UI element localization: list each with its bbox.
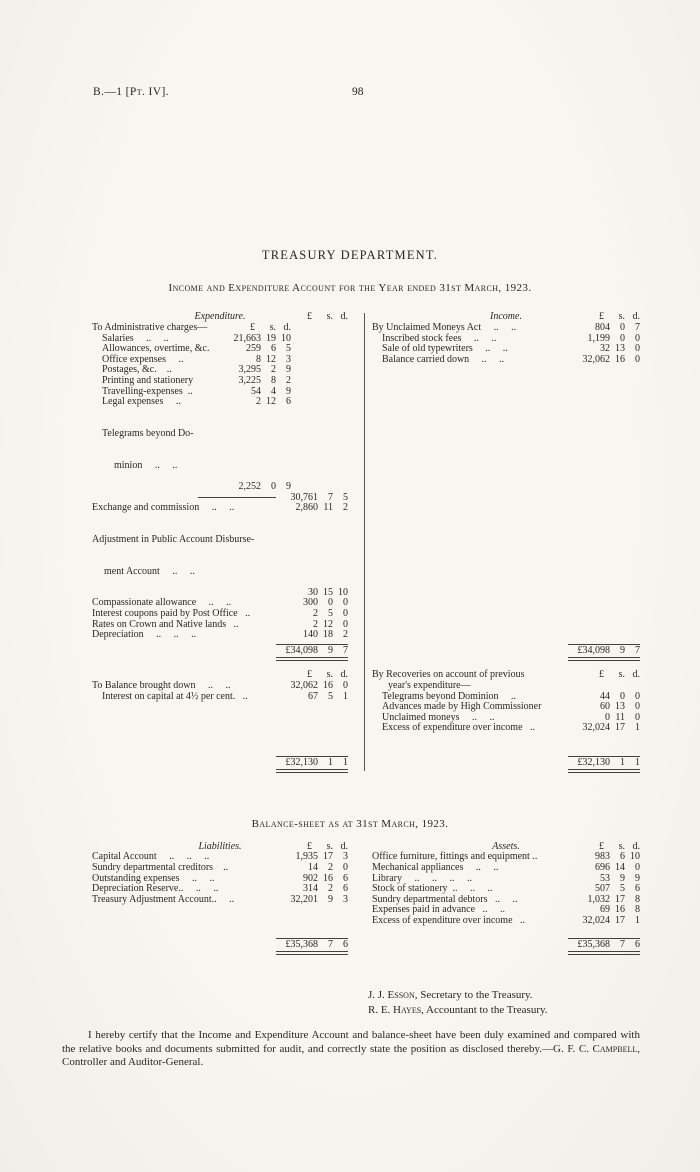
row-label-line: Adjustment in Public Account Disburse- bbox=[92, 533, 255, 545]
amount-part: 32,024 bbox=[582, 914, 610, 926]
amount-part: 2 bbox=[286, 374, 291, 386]
audit-certification bbox=[62, 1029, 640, 1069]
row-label: Outstanding expenses .. .. bbox=[92, 872, 215, 884]
amount-part: 15 bbox=[323, 586, 333, 598]
row-label bbox=[92, 408, 219, 493]
row-label: Capital Account .. .. .. bbox=[92, 851, 210, 863]
amount-part: 3 bbox=[286, 353, 291, 365]
row-label: Advances made by High Commissioner bbox=[382, 701, 542, 713]
money-column-header bbox=[568, 312, 640, 323]
amount-part: 2 bbox=[313, 608, 318, 620]
report-reference: B.—1 [Pt. IV]. bbox=[93, 86, 169, 98]
row-amount bbox=[276, 609, 348, 620]
ledger-row bbox=[92, 514, 348, 599]
amount-part: 507 bbox=[595, 883, 610, 895]
amount-part: 32 bbox=[600, 343, 610, 355]
assets-heading: Assets. bbox=[492, 840, 520, 852]
amount-part: 32,062 bbox=[582, 353, 610, 365]
amount-part: 32,062 bbox=[290, 680, 318, 691]
amount-part: 7 bbox=[328, 938, 333, 950]
ledger-row bbox=[92, 681, 348, 692]
amount-part: 11 bbox=[615, 711, 625, 723]
amount-part: 17 bbox=[615, 893, 625, 905]
amount-part: 0 bbox=[635, 701, 640, 713]
section2-left-total bbox=[276, 756, 348, 774]
amount-part: 54 bbox=[251, 385, 261, 397]
spacer bbox=[372, 938, 568, 956]
expenditure-column bbox=[92, 312, 348, 661]
amount-part: 1 bbox=[343, 756, 348, 768]
amount-part: 53 bbox=[600, 872, 610, 884]
amount-part: 1,199 bbox=[587, 332, 610, 344]
amount-part: 17 bbox=[615, 722, 625, 734]
amount-part: 0 bbox=[343, 608, 348, 620]
amount-part: s. bbox=[326, 840, 333, 852]
ledger-row bbox=[372, 916, 640, 927]
amount-part: 8 bbox=[635, 893, 640, 905]
amount-part: 9 bbox=[286, 364, 291, 376]
amount-part: 16 bbox=[615, 353, 625, 365]
amount-part: 7 bbox=[328, 491, 333, 503]
amount-part: 5 bbox=[343, 491, 348, 503]
amount-part: 0 bbox=[343, 680, 348, 691]
group-label: To Administrative charges— bbox=[92, 322, 208, 333]
row-label: Exchange and commission .. .. bbox=[92, 502, 235, 514]
amount-part: 1,935 bbox=[295, 851, 318, 863]
liabilities-total bbox=[276, 938, 348, 956]
amount-part: 10 bbox=[338, 586, 348, 598]
ledger-row bbox=[92, 895, 348, 906]
signature-line bbox=[368, 1003, 700, 1018]
total-row bbox=[372, 938, 640, 956]
row-label: Depreciation Reserve.. .. .. bbox=[92, 883, 219, 895]
amount-part: 300 bbox=[303, 597, 318, 609]
amount-part: 32,201 bbox=[290, 893, 318, 905]
amount-part: 6 bbox=[271, 343, 276, 355]
row-label: Sundry departmental creditors .. bbox=[92, 862, 229, 873]
amount-part: 6 bbox=[286, 396, 291, 408]
sum-rule bbox=[198, 497, 276, 498]
row-label-line: minion .. .. bbox=[114, 459, 178, 471]
amount-part: 0 bbox=[271, 480, 276, 492]
signature-line bbox=[368, 988, 700, 1003]
amount-part: 1,032 bbox=[587, 893, 610, 905]
amount-part: £ bbox=[599, 669, 604, 681]
amount-part: 0 bbox=[635, 711, 640, 723]
amount-part: 5 bbox=[286, 343, 291, 355]
account-heading: Income and Expenditure Account for the Year ended 31st March, 1923. bbox=[168, 282, 532, 294]
row-label: Excess of expenditure over income .. bbox=[372, 914, 526, 926]
amount-part: d. bbox=[340, 669, 348, 681]
amount-part: £ bbox=[250, 322, 255, 333]
amount-part: 12 bbox=[266, 396, 276, 408]
amount-part: d. bbox=[340, 840, 348, 852]
row-label: Rates on Crown and Native lands .. bbox=[92, 618, 239, 630]
row-amount bbox=[276, 692, 348, 703]
spacer bbox=[348, 841, 372, 955]
row-label-line: ment Account .. .. bbox=[104, 565, 195, 577]
amount-part: 69 bbox=[600, 904, 610, 916]
money-column-header bbox=[276, 312, 348, 323]
amount-part: 9 bbox=[328, 893, 333, 905]
amount-part: 9 bbox=[286, 480, 291, 492]
amount-part: 2,860 bbox=[295, 502, 318, 514]
row-label: Unclaimed moneys .. .. bbox=[382, 711, 495, 723]
amount-part: 0 bbox=[635, 862, 640, 873]
amount-part: d. bbox=[340, 311, 348, 323]
ledger-row bbox=[92, 408, 348, 493]
row-label: Office expenses .. bbox=[102, 353, 184, 365]
amount-part: 0 bbox=[635, 690, 640, 702]
amount-part: 0 bbox=[635, 343, 640, 355]
amount-part: 140 bbox=[303, 629, 318, 641]
amount-part: 3,225 bbox=[238, 374, 261, 386]
amount-part: 19 bbox=[266, 332, 276, 344]
row-label-line: Telegrams beyond Do- bbox=[102, 427, 194, 439]
row-label: Interest coupons paid by Post Office .. bbox=[92, 608, 251, 620]
amount-part: 16 bbox=[323, 680, 333, 691]
amount-part: 2 bbox=[343, 502, 348, 514]
row-label: Inscribed stock fees .. .. bbox=[382, 332, 497, 344]
expenditure-total bbox=[276, 644, 348, 662]
amount-part: 2 bbox=[328, 862, 333, 873]
row-amount bbox=[276, 681, 348, 692]
amount-part: 1 bbox=[328, 756, 333, 768]
row-label: Telegrams beyond Dominion .. bbox=[382, 690, 516, 702]
signatory-name: J. J. Esson, bbox=[368, 989, 418, 1002]
page-number: 98 bbox=[352, 86, 364, 98]
row-label: Excess of expenditure over income .. bbox=[382, 722, 536, 734]
signatures bbox=[368, 988, 700, 1017]
amount-part: 9 bbox=[286, 385, 291, 397]
amount-part: £35,368 bbox=[577, 938, 610, 950]
amount-part: 12 bbox=[266, 353, 276, 365]
ledger-row bbox=[372, 863, 640, 874]
balance-sheet bbox=[92, 841, 640, 955]
money-column-header bbox=[568, 670, 640, 681]
amount-part: £ bbox=[307, 669, 312, 681]
amount-part: 1 bbox=[620, 756, 625, 768]
row-label: Stock of stationery .. .. .. bbox=[372, 883, 493, 895]
row-amount bbox=[219, 376, 291, 387]
amount-part: 10 bbox=[281, 332, 291, 344]
amount-part: £34,098 bbox=[285, 644, 318, 656]
amount-part: s. bbox=[269, 322, 276, 333]
balance-sheet-title: Balance-sheet as at 31st March, 1923. bbox=[251, 818, 449, 831]
row-label: Balance carried down .. .. bbox=[382, 353, 505, 365]
amount-part: 6 bbox=[635, 883, 640, 895]
row-label: Library .. .. .. .. bbox=[372, 872, 472, 884]
amount-part: 21,663 bbox=[233, 332, 261, 344]
amount-part: 3,295 bbox=[238, 364, 261, 376]
amount-part: s. bbox=[618, 311, 625, 323]
row-amount bbox=[219, 344, 291, 355]
amount-part: d. bbox=[632, 311, 640, 323]
account-section-1 bbox=[92, 312, 640, 661]
amount-part: 0 bbox=[343, 597, 348, 609]
amount-part: 1 bbox=[635, 914, 640, 926]
group-label-row bbox=[92, 323, 348, 334]
spacer bbox=[372, 644, 568, 662]
amount-part: 3 bbox=[343, 893, 348, 905]
row-amount bbox=[219, 482, 291, 493]
recoveries-column bbox=[372, 670, 640, 773]
amount-part: 7 bbox=[635, 322, 640, 333]
amount-part: 0 bbox=[605, 711, 610, 723]
ledger-row bbox=[372, 323, 640, 334]
amount-part: 17 bbox=[323, 851, 333, 863]
amount-part: 13 bbox=[615, 701, 625, 713]
ledger-row bbox=[92, 397, 348, 408]
amount-part: 10 bbox=[630, 851, 640, 863]
total-row bbox=[92, 938, 348, 956]
row-label: Allowances, overtime, &c. bbox=[102, 343, 210, 355]
amount-part: 0 bbox=[620, 690, 625, 702]
ledger-row bbox=[92, 863, 348, 874]
account-section-2 bbox=[92, 670, 640, 773]
row-amount bbox=[568, 702, 640, 713]
amount-part: 6 bbox=[620, 851, 625, 863]
amount-part: 0 bbox=[343, 618, 348, 630]
amount-part: £ bbox=[599, 840, 604, 852]
ledger-row bbox=[92, 376, 348, 387]
amount-part: 2,252 bbox=[238, 480, 261, 492]
amount-part: 2 bbox=[271, 364, 276, 376]
assets-header-row bbox=[372, 841, 640, 852]
amount-part: 696 bbox=[595, 862, 610, 873]
certification-text: I hereby certify that the Income and Expenditure Account and balance-sheet have been duly examined and compared with the relative books and documents submitted for audit, and correctly state the position as disclosed thereby.— bbox=[62, 1029, 640, 1055]
money-column-header bbox=[568, 842, 640, 853]
amount-part: 5 bbox=[328, 608, 333, 620]
row-label: Travelling-expenses .. bbox=[102, 385, 193, 397]
amount-part: 17 bbox=[615, 914, 625, 926]
row-label: Depreciation .. .. .. bbox=[92, 629, 197, 641]
total-row bbox=[372, 644, 640, 662]
spacer bbox=[348, 312, 372, 661]
amount-part: 9 bbox=[635, 872, 640, 884]
amount-part: 0 bbox=[620, 332, 625, 344]
amount-part: £34,098 bbox=[577, 644, 610, 656]
row-amount bbox=[276, 895, 348, 906]
amount-part: 8 bbox=[256, 353, 261, 365]
ledger-row bbox=[372, 355, 640, 366]
balance-brought-down-column bbox=[92, 670, 348, 773]
amount-part: 983 bbox=[595, 851, 610, 863]
amount-part: 0 bbox=[328, 597, 333, 609]
auditor-role: Controller and Auditor-General. bbox=[62, 1056, 204, 1069]
liabilities-column bbox=[92, 841, 348, 955]
amount-part: £32,130 bbox=[285, 756, 318, 768]
expenditure-header-row bbox=[92, 312, 348, 323]
money-column-header bbox=[276, 842, 348, 853]
amount-part: 8 bbox=[635, 904, 640, 916]
amount-part: 259 bbox=[246, 343, 261, 355]
column-divider-rule bbox=[364, 313, 365, 771]
amount-part: 5 bbox=[328, 690, 333, 702]
assets-column bbox=[372, 841, 640, 955]
row-label: Sale of old typewriters .. .. bbox=[382, 343, 508, 355]
amount-part: d. bbox=[632, 840, 640, 852]
amount-part: 9 bbox=[328, 644, 333, 656]
amount-part: 6 bbox=[343, 872, 348, 884]
row-label: Interest on capital at 4½ per cent. .. bbox=[102, 690, 248, 702]
row-label: Compassionate allowance .. .. bbox=[92, 597, 232, 609]
amount-part: 44 bbox=[600, 690, 610, 702]
assets-total bbox=[568, 938, 640, 956]
amount-part: £ bbox=[307, 840, 312, 852]
group-label: By Recoveries on account of previous bbox=[372, 669, 525, 681]
row-label: To Balance brought down .. .. bbox=[92, 680, 231, 691]
amount-part: £32,130 bbox=[577, 756, 610, 768]
amount-part: 16 bbox=[615, 904, 625, 916]
amount-part: 12 bbox=[323, 618, 333, 630]
row-amount bbox=[568, 323, 640, 334]
income-expenditure-account bbox=[92, 312, 640, 773]
amount-part: 67 bbox=[308, 690, 318, 702]
row-amount bbox=[276, 863, 348, 874]
amount-part: s. bbox=[618, 840, 625, 852]
income-header-row bbox=[372, 312, 640, 323]
amount-part: 14 bbox=[615, 862, 625, 873]
amount-part: 1 bbox=[635, 722, 640, 734]
income-total bbox=[568, 644, 640, 662]
amount-part: 32,024 bbox=[582, 722, 610, 734]
amount-part: 5 bbox=[620, 883, 625, 895]
amount-part: 1 bbox=[343, 690, 348, 702]
amount-part: 9 bbox=[620, 644, 625, 656]
row-amount bbox=[276, 630, 348, 641]
amount-part: s. bbox=[326, 669, 333, 681]
row-label: Treasury Adjustment Account.. .. bbox=[92, 893, 235, 905]
row-amount bbox=[276, 503, 348, 514]
amount-part: 9 bbox=[620, 872, 625, 884]
income-column bbox=[372, 312, 640, 661]
total-row bbox=[92, 644, 348, 662]
spacer bbox=[92, 644, 276, 662]
balance-sheet-section bbox=[92, 841, 640, 955]
amount-part: 1 bbox=[635, 756, 640, 768]
amount-part: 0 bbox=[343, 862, 348, 873]
row-label: Expenses paid in advance .. .. bbox=[372, 904, 506, 916]
amount-part: 7 bbox=[635, 644, 640, 656]
row-amount bbox=[219, 387, 291, 398]
amount-part: 6 bbox=[343, 883, 348, 895]
amount-part: 2 bbox=[328, 883, 333, 895]
row-amount bbox=[568, 863, 640, 874]
amount-part: 60 bbox=[600, 701, 610, 713]
ledger-row bbox=[372, 723, 640, 734]
income-heading: Income. bbox=[490, 311, 522, 323]
amount-part: 13 bbox=[615, 343, 625, 355]
amount-part: 0 bbox=[635, 332, 640, 344]
spacer bbox=[92, 756, 276, 774]
row-label: Mechanical appliances .. .. bbox=[372, 862, 499, 873]
amount-part: 2 bbox=[256, 396, 261, 408]
amount-part: s. bbox=[618, 669, 625, 681]
amount-part: £35,368 bbox=[285, 938, 318, 950]
ledger-row bbox=[92, 630, 348, 641]
amount-part: 7 bbox=[343, 644, 348, 656]
section2-right-total bbox=[568, 756, 640, 774]
row-amount bbox=[568, 916, 640, 927]
liabilities-header-row bbox=[92, 841, 348, 852]
signatory-name: R. E. Hayes, bbox=[368, 1003, 424, 1016]
amount-part: 2 bbox=[313, 618, 318, 630]
amount-part: 18 bbox=[323, 629, 333, 641]
row-amount bbox=[276, 598, 348, 609]
amount-part: 2 bbox=[343, 629, 348, 641]
row-amount bbox=[568, 355, 640, 366]
spacer bbox=[372, 756, 568, 774]
amount-part: 0 bbox=[635, 353, 640, 365]
signatory-role: Accountant to the Treasury. bbox=[423, 1003, 548, 1016]
auditor-name: G. F. C. Campbell, bbox=[553, 1042, 640, 1055]
amount-part: £ bbox=[307, 311, 312, 323]
money-column-header bbox=[219, 323, 291, 334]
amount-part: £ bbox=[599, 311, 604, 323]
spacer bbox=[92, 938, 276, 956]
amount-part: 8 bbox=[271, 374, 276, 386]
amount-part: 3 bbox=[343, 851, 348, 863]
amount-part: 7 bbox=[620, 938, 625, 950]
row-amount bbox=[568, 723, 640, 734]
amount-part: 804 bbox=[595, 322, 610, 333]
amount-part: s. bbox=[326, 311, 333, 323]
amount-part: 16 bbox=[323, 872, 333, 884]
amount-part: 30,761 bbox=[290, 491, 318, 503]
group-label-line: year's expenditure— bbox=[388, 680, 471, 691]
row-label: Office furniture, fittings and equipment .. bbox=[372, 851, 538, 863]
row-amount bbox=[219, 397, 291, 408]
amount-part: 6 bbox=[635, 938, 640, 950]
amount-part: 14 bbox=[308, 862, 318, 873]
amount-part: 314 bbox=[303, 883, 318, 895]
spacer bbox=[348, 670, 372, 773]
amount-part: 30 bbox=[308, 586, 318, 598]
row-label: Printing and stationery bbox=[102, 374, 194, 386]
amount-part: d. bbox=[632, 669, 640, 681]
amount-part: 6 bbox=[343, 938, 348, 950]
row-label: Sundry departmental debtors .. .. bbox=[372, 893, 518, 905]
amount-part: 902 bbox=[303, 872, 318, 884]
signatory-role: Secretary to the Treasury. bbox=[417, 989, 533, 1002]
amount-part: d. bbox=[283, 322, 291, 333]
amount-part: 4 bbox=[271, 385, 276, 397]
amount-part: 11 bbox=[323, 502, 333, 514]
total-row bbox=[372, 756, 640, 774]
total-row bbox=[92, 756, 348, 774]
expenditure-heading: Expenditure. bbox=[194, 311, 246, 323]
amount-part: 0 bbox=[620, 322, 625, 333]
liabilities-heading: Liabilities. bbox=[198, 840, 242, 852]
row-label bbox=[92, 514, 276, 599]
ledger-row bbox=[92, 692, 348, 703]
row-label: By Unclaimed Moneys Act .. .. bbox=[372, 322, 517, 333]
ledger-row bbox=[92, 503, 348, 514]
row-label: Legal expenses .. bbox=[102, 396, 181, 408]
row-label: Postages, &c. .. bbox=[102, 364, 172, 376]
row-label: Salaries .. .. bbox=[102, 332, 169, 344]
group-label-row bbox=[372, 681, 640, 692]
document-title: TREASURY DEPARTMENT. bbox=[261, 248, 439, 262]
